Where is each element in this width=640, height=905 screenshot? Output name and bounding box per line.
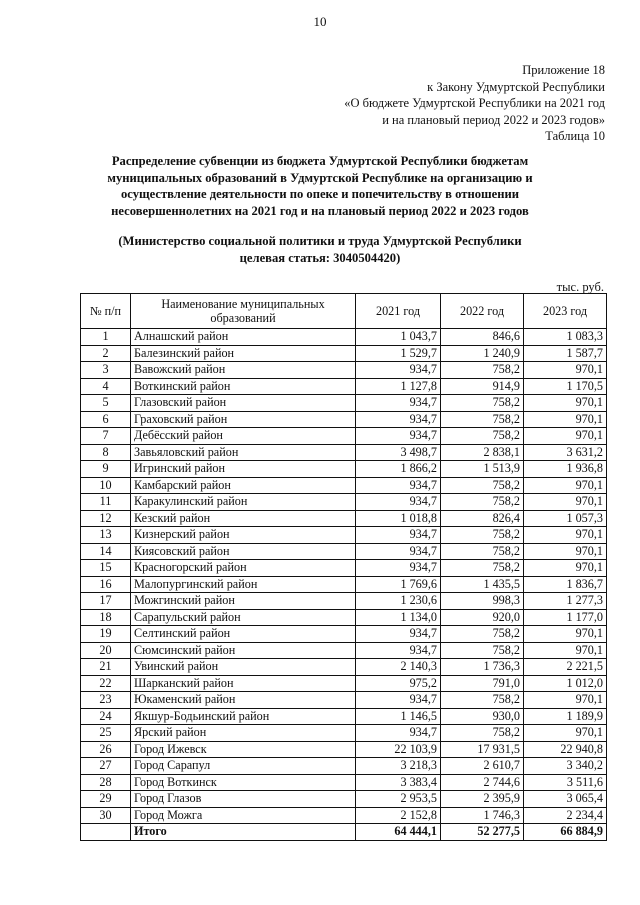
cell-2021: 2 953,5 <box>356 791 441 808</box>
cell-2022: 846,6 <box>441 329 524 346</box>
cell-2023: 2 234,4 <box>524 807 607 824</box>
cell-municipality: Можгинский район <box>131 593 356 610</box>
table-row <box>81 708 607 725</box>
cell-2022: 758,2 <box>441 411 524 428</box>
cell-municipality: Камбарский район <box>131 477 356 494</box>
title-line-2: муниципальных образований в Удмуртской Республике на организацию и <box>107 170 533 185</box>
table-row <box>81 774 607 791</box>
cell-number: 24 <box>81 708 131 725</box>
header-2022: 2022 год <box>441 294 524 329</box>
cell-2023: 970,1 <box>524 642 607 659</box>
table-row <box>81 461 607 478</box>
table-row <box>81 395 607 412</box>
cell-number: 20 <box>81 642 131 659</box>
cell-municipality: Малопургинский район <box>131 576 356 593</box>
cell-2023: 970,1 <box>524 527 607 544</box>
cell-2021: 2 140,3 <box>356 659 441 676</box>
cell-2023: 970,1 <box>524 626 607 643</box>
table-row <box>81 791 607 808</box>
cell-municipality: Глазовский район <box>131 395 356 412</box>
cell-2022: 758,2 <box>441 362 524 379</box>
cell-2023: 970,1 <box>524 428 607 445</box>
cell-2022: 2 744,6 <box>441 774 524 791</box>
subtitle-line-1: (Министерство социальной политики и труда Удмуртской Республики <box>118 234 522 248</box>
cell-municipality: Юкаменский район <box>131 692 356 709</box>
cell-municipality: Шарканский район <box>131 675 356 692</box>
cell-municipality: Балезинский район <box>131 345 356 362</box>
cell-number: 30 <box>81 807 131 824</box>
table-row <box>81 345 607 362</box>
cell-number: 1 <box>81 329 131 346</box>
cell-2023: 1 587,7 <box>524 345 607 362</box>
cell-number: 6 <box>81 411 131 428</box>
cell-2021: 1 134,0 <box>356 609 441 626</box>
cell-2022: 920,0 <box>441 609 524 626</box>
cell-municipality: Город Можга <box>131 807 356 824</box>
cell-number: 26 <box>81 741 131 758</box>
appendix-header <box>344 62 605 145</box>
cell-2022: 826,4 <box>441 510 524 527</box>
cell-municipality: Кезский район <box>131 510 356 527</box>
cell-number: 15 <box>81 560 131 577</box>
total-cell-2022: 52 277,5 <box>441 824 524 841</box>
cell-2021: 3 218,3 <box>356 758 441 775</box>
table-row <box>81 576 607 593</box>
header-2021: 2021 год <box>356 294 441 329</box>
cell-2021: 1 018,8 <box>356 510 441 527</box>
cell-2023: 3 065,4 <box>524 791 607 808</box>
table-row <box>81 378 607 395</box>
cell-municipality: Алнашский район <box>131 329 356 346</box>
document-subtitle <box>60 233 580 266</box>
cell-2022: 758,2 <box>441 626 524 643</box>
cell-number: 9 <box>81 461 131 478</box>
cell-2021: 1 866,2 <box>356 461 441 478</box>
header-name: Наименование муниципальных образований <box>131 294 356 329</box>
cell-2022: 758,2 <box>441 692 524 709</box>
cell-2023: 1 836,7 <box>524 576 607 593</box>
cell-2023: 1 057,3 <box>524 510 607 527</box>
cell-municipality: Дебёсский район <box>131 428 356 445</box>
cell-2022: 998,3 <box>441 593 524 610</box>
title-line-1: Распределение субвенции из бюджета Удмуртской Республики бюджетам <box>111 154 529 168</box>
table-row <box>81 411 607 428</box>
cell-municipality: Каракулинский район <box>131 494 356 511</box>
cell-number: 4 <box>81 378 131 395</box>
cell-2021: 1 127,8 <box>356 378 441 395</box>
cell-2021: 934,7 <box>356 626 441 643</box>
cell-municipality: Город Воткинск <box>131 774 356 791</box>
table-row <box>81 725 607 742</box>
cell-2022: 758,2 <box>441 642 524 659</box>
cell-municipality: Селтинский район <box>131 626 356 643</box>
cell-2021: 934,7 <box>356 428 441 445</box>
table-row <box>81 675 607 692</box>
cell-municipality: Сюмсинский район <box>131 642 356 659</box>
cell-number: 7 <box>81 428 131 445</box>
table-row <box>81 642 607 659</box>
cell-municipality: Сарапульский район <box>131 609 356 626</box>
units-label: тыс. руб. <box>556 280 604 294</box>
cell-2021: 934,7 <box>356 642 441 659</box>
cell-number: 10 <box>81 477 131 494</box>
cell-2022: 758,2 <box>441 543 524 560</box>
cell-municipality: Город Глазов <box>131 791 356 808</box>
cell-2022: 758,2 <box>441 527 524 544</box>
cell-2022: 2 610,7 <box>441 758 524 775</box>
cell-2022: 791,0 <box>441 675 524 692</box>
cell-number: 13 <box>81 527 131 544</box>
table-row <box>81 609 607 626</box>
cell-number: 21 <box>81 659 131 676</box>
total-cell-2021: 64 444,1 <box>356 824 441 841</box>
total-cell-number <box>81 824 131 841</box>
cell-2023: 1 170,5 <box>524 378 607 395</box>
cell-2021: 1 769,6 <box>356 576 441 593</box>
cell-2022: 1 240,9 <box>441 345 524 362</box>
cell-2022: 17 931,5 <box>441 741 524 758</box>
page-number: 10 <box>313 14 327 29</box>
cell-2022: 1 435,5 <box>441 576 524 593</box>
cell-2021: 2 152,8 <box>356 807 441 824</box>
cell-2021: 22 103,9 <box>356 741 441 758</box>
table-body <box>81 329 607 841</box>
table-row <box>81 758 607 775</box>
cell-2023: 970,1 <box>524 362 607 379</box>
cell-number: 3 <box>81 362 131 379</box>
table-row <box>81 807 607 824</box>
header-num: № п/п <box>81 294 131 329</box>
cell-2023: 970,1 <box>524 494 607 511</box>
cell-2022: 1 513,9 <box>441 461 524 478</box>
table-row <box>81 560 607 577</box>
cell-number: 25 <box>81 725 131 742</box>
table-row <box>81 510 607 527</box>
appendix-line-1: Приложение 18 <box>522 63 605 77</box>
cell-number: 11 <box>81 494 131 511</box>
cell-2021: 934,7 <box>356 494 441 511</box>
cell-municipality: Красногорский район <box>131 560 356 577</box>
cell-2023: 2 221,5 <box>524 659 607 676</box>
cell-2022: 758,2 <box>441 395 524 412</box>
cell-municipality: Ярский район <box>131 725 356 742</box>
table-row <box>81 527 607 544</box>
cell-number: 28 <box>81 774 131 791</box>
cell-2021: 3 383,4 <box>356 774 441 791</box>
cell-2023: 970,1 <box>524 411 607 428</box>
total-cell-2023: 66 884,9 <box>524 824 607 841</box>
cell-2021: 934,7 <box>356 725 441 742</box>
cell-2021: 934,7 <box>356 560 441 577</box>
cell-2021: 934,7 <box>356 692 441 709</box>
cell-2023: 1 177,0 <box>524 609 607 626</box>
table-row <box>81 692 607 709</box>
cell-2022: 2 838,1 <box>441 444 524 461</box>
table-header-row <box>81 294 607 329</box>
cell-2022: 758,2 <box>441 725 524 742</box>
cell-municipality: Игринский район <box>131 461 356 478</box>
cell-number: 8 <box>81 444 131 461</box>
cell-2023: 1 189,9 <box>524 708 607 725</box>
cell-2021: 1 529,7 <box>356 345 441 362</box>
cell-2021: 934,7 <box>356 527 441 544</box>
cell-number: 12 <box>81 510 131 527</box>
cell-2023: 1 277,3 <box>524 593 607 610</box>
table-row <box>81 626 607 643</box>
cell-2021: 1 230,6 <box>356 593 441 610</box>
cell-2023: 970,1 <box>524 725 607 742</box>
cell-2021: 3 498,7 <box>356 444 441 461</box>
cell-number: 23 <box>81 692 131 709</box>
cell-number: 14 <box>81 543 131 560</box>
header-2023: 2023 год <box>524 294 607 329</box>
subvention-table <box>80 293 607 841</box>
appendix-line-4: и на плановый период 2022 и 2023 годов» <box>382 112 605 127</box>
cell-2023: 970,1 <box>524 395 607 412</box>
cell-2022: 914,9 <box>441 378 524 395</box>
cell-2022: 758,2 <box>441 560 524 577</box>
cell-number: 16 <box>81 576 131 593</box>
table-row <box>81 329 607 346</box>
cell-number: 17 <box>81 593 131 610</box>
cell-2022: 930,0 <box>441 708 524 725</box>
table-row <box>81 362 607 379</box>
cell-municipality: Город Ижевск <box>131 741 356 758</box>
cell-number: 29 <box>81 791 131 808</box>
cell-2021: 934,7 <box>356 411 441 428</box>
cell-municipality: Воткинский район <box>131 378 356 395</box>
cell-2023: 3 631,2 <box>524 444 607 461</box>
cell-municipality: Граховский район <box>131 411 356 428</box>
cell-2021: 975,2 <box>356 675 441 692</box>
cell-municipality: Кизнерский район <box>131 527 356 544</box>
table-row <box>81 494 607 511</box>
cell-2023: 1 083,3 <box>524 329 607 346</box>
table-row <box>81 428 607 445</box>
cell-2022: 758,2 <box>441 494 524 511</box>
cell-municipality: Завьяловский район <box>131 444 356 461</box>
cell-number: 19 <box>81 626 131 643</box>
table-row <box>81 741 607 758</box>
total-cell-municipality: Итого <box>131 824 356 841</box>
cell-2023: 3 511,6 <box>524 774 607 791</box>
cell-2023: 1 012,0 <box>524 675 607 692</box>
cell-2023: 970,1 <box>524 543 607 560</box>
table-row <box>81 593 607 610</box>
appendix-line-2: к Закону Удмуртской Республики <box>427 79 605 94</box>
cell-municipality: Город Сарапул <box>131 758 356 775</box>
cell-2021: 934,7 <box>356 362 441 379</box>
cell-2022: 1 736,3 <box>441 659 524 676</box>
cell-number: 2 <box>81 345 131 362</box>
title-line-4: несовершеннолетних на 2021 год и на плановый период 2022 и 2023 годов <box>111 203 529 218</box>
cell-2022: 758,2 <box>441 428 524 445</box>
table-row <box>81 659 607 676</box>
cell-2021: 1 146,5 <box>356 708 441 725</box>
table-row <box>81 444 607 461</box>
cell-municipality: Вавожский район <box>131 362 356 379</box>
cell-2021: 934,7 <box>356 477 441 494</box>
cell-2022: 1 746,3 <box>441 807 524 824</box>
cell-2021: 1 043,7 <box>356 329 441 346</box>
cell-number: 5 <box>81 395 131 412</box>
table-row <box>81 543 607 560</box>
cell-2023: 970,1 <box>524 560 607 577</box>
cell-2023: 970,1 <box>524 477 607 494</box>
cell-2021: 934,7 <box>356 395 441 412</box>
cell-number: 18 <box>81 609 131 626</box>
cell-2022: 2 395,9 <box>441 791 524 808</box>
table-row <box>81 477 607 494</box>
cell-2023: 1 936,8 <box>524 461 607 478</box>
table-label: Таблица 10 <box>545 129 605 143</box>
title-line-3: осуществление деятельности по опеке и попечительству в отношении <box>121 187 519 201</box>
appendix-line-3: «О бюджете Удмуртской Республики на 2021 год <box>344 96 605 110</box>
cell-2023: 3 340,2 <box>524 758 607 775</box>
cell-2023: 970,1 <box>524 692 607 709</box>
total-row <box>81 824 607 841</box>
cell-municipality: Увинский район <box>131 659 356 676</box>
document-title <box>60 153 580 219</box>
subtitle-line-2: целевая статья: 3040504420) <box>239 250 401 265</box>
cell-2022: 758,2 <box>441 477 524 494</box>
cell-2023: 22 940,8 <box>524 741 607 758</box>
cell-number: 27 <box>81 758 131 775</box>
cell-municipality: Киясовский район <box>131 543 356 560</box>
cell-number: 22 <box>81 675 131 692</box>
cell-municipality: Якшур-Бодьинский район <box>131 708 356 725</box>
cell-2021: 934,7 <box>356 543 441 560</box>
